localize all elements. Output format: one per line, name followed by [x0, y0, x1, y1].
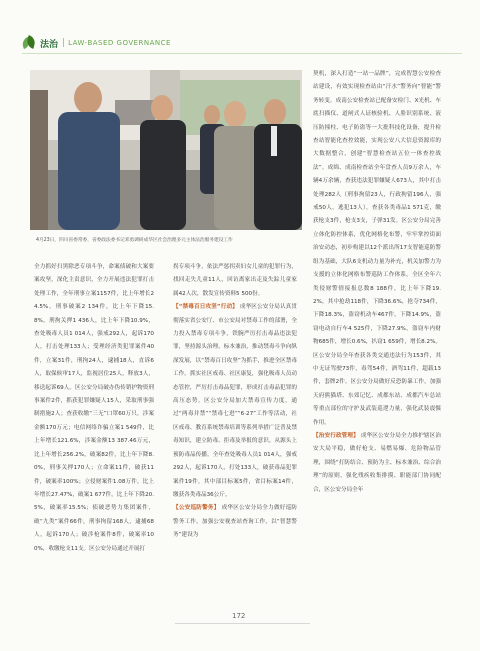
paragraph: 成华区公安分局全力做好巡防警务工作，加强公安视查站查询工作，以“智慧警务”建设为 — [173, 505, 297, 539]
leaf-logo-icon — [22, 36, 36, 50]
section-heading-patrol: 【公安巡防警务】 — [173, 505, 220, 512]
text-column-2 — [173, 261, 297, 543]
section-heading-drug-control: 【“禁毒百日攻坚”行动】 — [173, 304, 238, 311]
header-separator: | — [62, 38, 66, 48]
text-column-1 — [34, 261, 154, 556]
paragraph: 成华区公安分局认真贯彻落实省公安厅、市公安局对禁毒工作的部署，全力投入禁毒专项斗争，铁腕严厉打击毒品违法犯罪，坚持源头治理、标本兼治，推动禁毒斗争向纵深发展，以“禁毒百日攻坚”为抓手，推进全区禁毒工作。抓实社区戒毒、社区康复，强化吸毒人员动态管控，严厉打击毒品犯罪，形成打击毒品犯罪的高压态势。区公安分局加大禁毒宣传力度，通过“两毒并禁”“禁毒七进”“6·27”工作等活动，社区戒毒、教育系统禁毒培训等系列举措广泛普及禁毒知识，建立防毒、拒毒及举报的意识。从源头上预防毒品传播。全年查处吸毒人员1 014人，强戒292人，起诉170人，打处133人，破获毒品犯罪案件19件，其中部目标案5件，省目标案14件，缴获各类毒品36公斤。 — [173, 304, 297, 498]
footer-divider — [175, 623, 310, 624]
paragraph: 拐专项斗争，依法严惩拐卖妇女儿童的犯罪行为，找回走失儿童11人，回访离家出走及失踪儿童家属42人次，散发宣传资料5 500份。 — [173, 264, 297, 297]
paragraph: 全力抓好扫黑除恶专项斗争，命案侦破和大案要案攻坚，深化主责意识，全力开展违法犯罪打击处理工作，全年刑事立案1157件，比上年增长24.5%。刑事破案2 134件，比上年下降15.8%，刑拘关押1 436人，比上年下降10.9%，查处吸毒人员1 014人，强戒292人，起诉170人，打击处理133人；受理经济类犯罪案件40件，立案31件，刑拘24人，逮捕18人，直诉6人，取保候审17人，监视居住25人，释放3人，移送起诉69人。区公安分局破办伪传销护物资刑事案件2件，抓获犯罪嫌疑人15人，采取刑事强制措施2人；查获收缴“三无”口罩60万只，涉案金额170万元；电信网络诈骗立案1 549件，比上年增长121.6%，涉案金额13 387.46万元，比上年增长256.2%，破案82件，比上年下降8.0%，刑事关押170人；立命案11件，破获11件，破案率100%；立侵财案件1.08万件，比上年增长27.47%，破案1 677件，比上年下降20.5%，破案率15.5%；侦破恶势力集团案件，破“九类”案件66件，刑事拘留168人，逮捕68人，起诉170人；破涉枪案件8件，破案率100%，收缴枪支11支。区公安分局通过开展打 — [34, 264, 154, 552]
section-subtitle: LAW-BASED GOVERNANCE — [68, 39, 171, 47]
photo-scene — [30, 70, 302, 230]
section-title: 法治 — [40, 39, 59, 50]
photo-caption: 4月23日，四川省委常委、省委政法委书记邓勇调研成华区社会治理多元主体法治服务建设工作 — [36, 238, 233, 243]
page-header — [22, 34, 462, 52]
header-divider — [22, 53, 462, 54]
section-heading-admin: 【治安行政管理】 — [313, 432, 359, 439]
text-column-3 — [313, 68, 441, 497]
news-photo — [30, 70, 302, 230]
paragraph: 契机，深入打造“一站一品牌”，完成智慧公安检查站建设，有效实现检查站由“汗水”警务向“智能”警务转变。成南公安检查站已配备安检门、X光机、车底扫描仪、道闸式人证核验机、人脸识别系统、液压防撞柱、电子防盗等一大批科技化设备，提升检查站智能化查控效能，实现公安八大信息资源库的大数据整合，创建“智慧检查站五位一体查控战法”。成绵、成南检查站全年盘查人员9万余人，车辆4万余辆，查获违法犯罪嫌疑人673人，其中打击处理282人（刑事拘留23人，行政拘留196人，强戒50人，逃犯13人），查获各类毒品1 571克，缴获枪支3件，枪支3支，子弹31发。区公安分局完善立体化防控体系，优化网格化布警，牢牢掌控街面治安动态，初步构建以12个派出所17支智能巡防警组为基础，大队6支机动力量为补充，机关加警力为支援的立体化网格布警巡防工作体系。全区全年六类侵财警情接报总数8 188件，比上年下降19.2%，其中抢劫118件，下降36.6%，抢夺734件，下降18.3%，盗窃机动车467件，下降14.9%，盗窃电动自行车4 525件，下降27.9%，盗窃车内财物685件，增长0.6%，扒窃1 659件，增长8.2%。区公安分局全年查获各类交通违法行为153件，其中无证驾驶73件，毒驾54件，酒驾11件，超载13件，套牌2件。区公安分局做好反恐防暴工作，加强天府熊猫塔、东郊记忆、成都东站、成都汽车总站等重点部位的守护及武装巡逻力量，强化武装震慑作用。 — [313, 71, 441, 426]
page-number: 172 — [232, 612, 246, 620]
paragraph: 成华区公安分局全力推护辖区治安大局平稳，做好枪支、易燃易爆、危险物品管理，围绕“打防结合、预防为主、标本兼治、综合治理”的原则，强化残疾收集排摸、职能部门协同配合，区公安分局全年 — [313, 432, 441, 493]
